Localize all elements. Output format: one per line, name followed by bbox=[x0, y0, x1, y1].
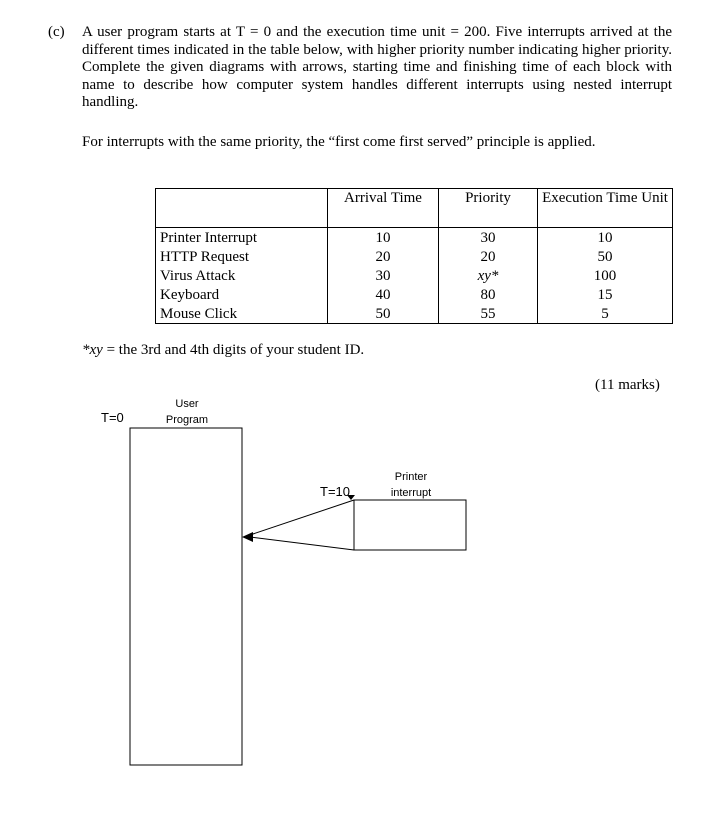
row-priority: xy* bbox=[439, 266, 538, 285]
row-exec: 15 bbox=[538, 285, 673, 304]
row-priority: 20 bbox=[439, 247, 538, 266]
arrow-line-upper bbox=[244, 500, 354, 537]
row-arrival: 50 bbox=[328, 304, 439, 324]
header-exec: Execution Time Unit bbox=[538, 189, 673, 228]
arrow-line-lower bbox=[250, 537, 354, 550]
row-exec: 5 bbox=[538, 304, 673, 324]
footnote-text: = the 3rd and 4th digits of your student ID. bbox=[102, 342, 365, 358]
t10-label: T=10 bbox=[320, 484, 350, 499]
row-arrival: 30 bbox=[328, 266, 439, 285]
question-note: For interrupts with the same priority, the “first come first served” principle is applied. bbox=[82, 134, 596, 150]
marks-label: (11 marks) bbox=[595, 377, 660, 393]
row-arrival: 20 bbox=[328, 247, 439, 266]
row-name: Keyboard bbox=[156, 285, 328, 304]
row-priority: 80 bbox=[439, 285, 538, 304]
row-name: Virus Attack bbox=[156, 266, 328, 285]
row-exec: 10 bbox=[538, 228, 673, 248]
user-program-label: User Program bbox=[165, 398, 209, 426]
header-priority: Priority bbox=[439, 189, 538, 228]
printer-interrupt-label: Printer interrupt bbox=[390, 471, 432, 499]
header-arrival: Arrival Time bbox=[328, 189, 439, 228]
row-exec: 100 bbox=[538, 266, 673, 285]
row-priority: 30 bbox=[439, 228, 538, 248]
row-name: Printer Interrupt bbox=[156, 228, 328, 248]
row-priority: 55 bbox=[439, 304, 538, 324]
row-arrival: 40 bbox=[328, 285, 439, 304]
printer-interrupt-block bbox=[354, 500, 466, 550]
t0-label: T=0 bbox=[101, 410, 124, 425]
row-name: HTTP Request bbox=[156, 247, 328, 266]
row-arrival: 10 bbox=[328, 228, 439, 248]
row-exec: 50 bbox=[538, 247, 673, 266]
return-arrow-head bbox=[242, 532, 253, 542]
question-label: (c) bbox=[48, 24, 65, 40]
row-name: Mouse Click bbox=[156, 304, 328, 324]
footnote-variable: *xy bbox=[82, 342, 103, 358]
question-text: A user program starts at T = 0 and the execution time unit = 200. Five interrupts arrived at the different times indicated in the table below, with higher priority number indicating higher priority. Complete the given diagrams with arrows, starting time and finishing time of each block with name to describe how computer system handles different interrupts using nested interrupt handling. bbox=[82, 24, 672, 111]
user-program-block bbox=[130, 428, 242, 765]
